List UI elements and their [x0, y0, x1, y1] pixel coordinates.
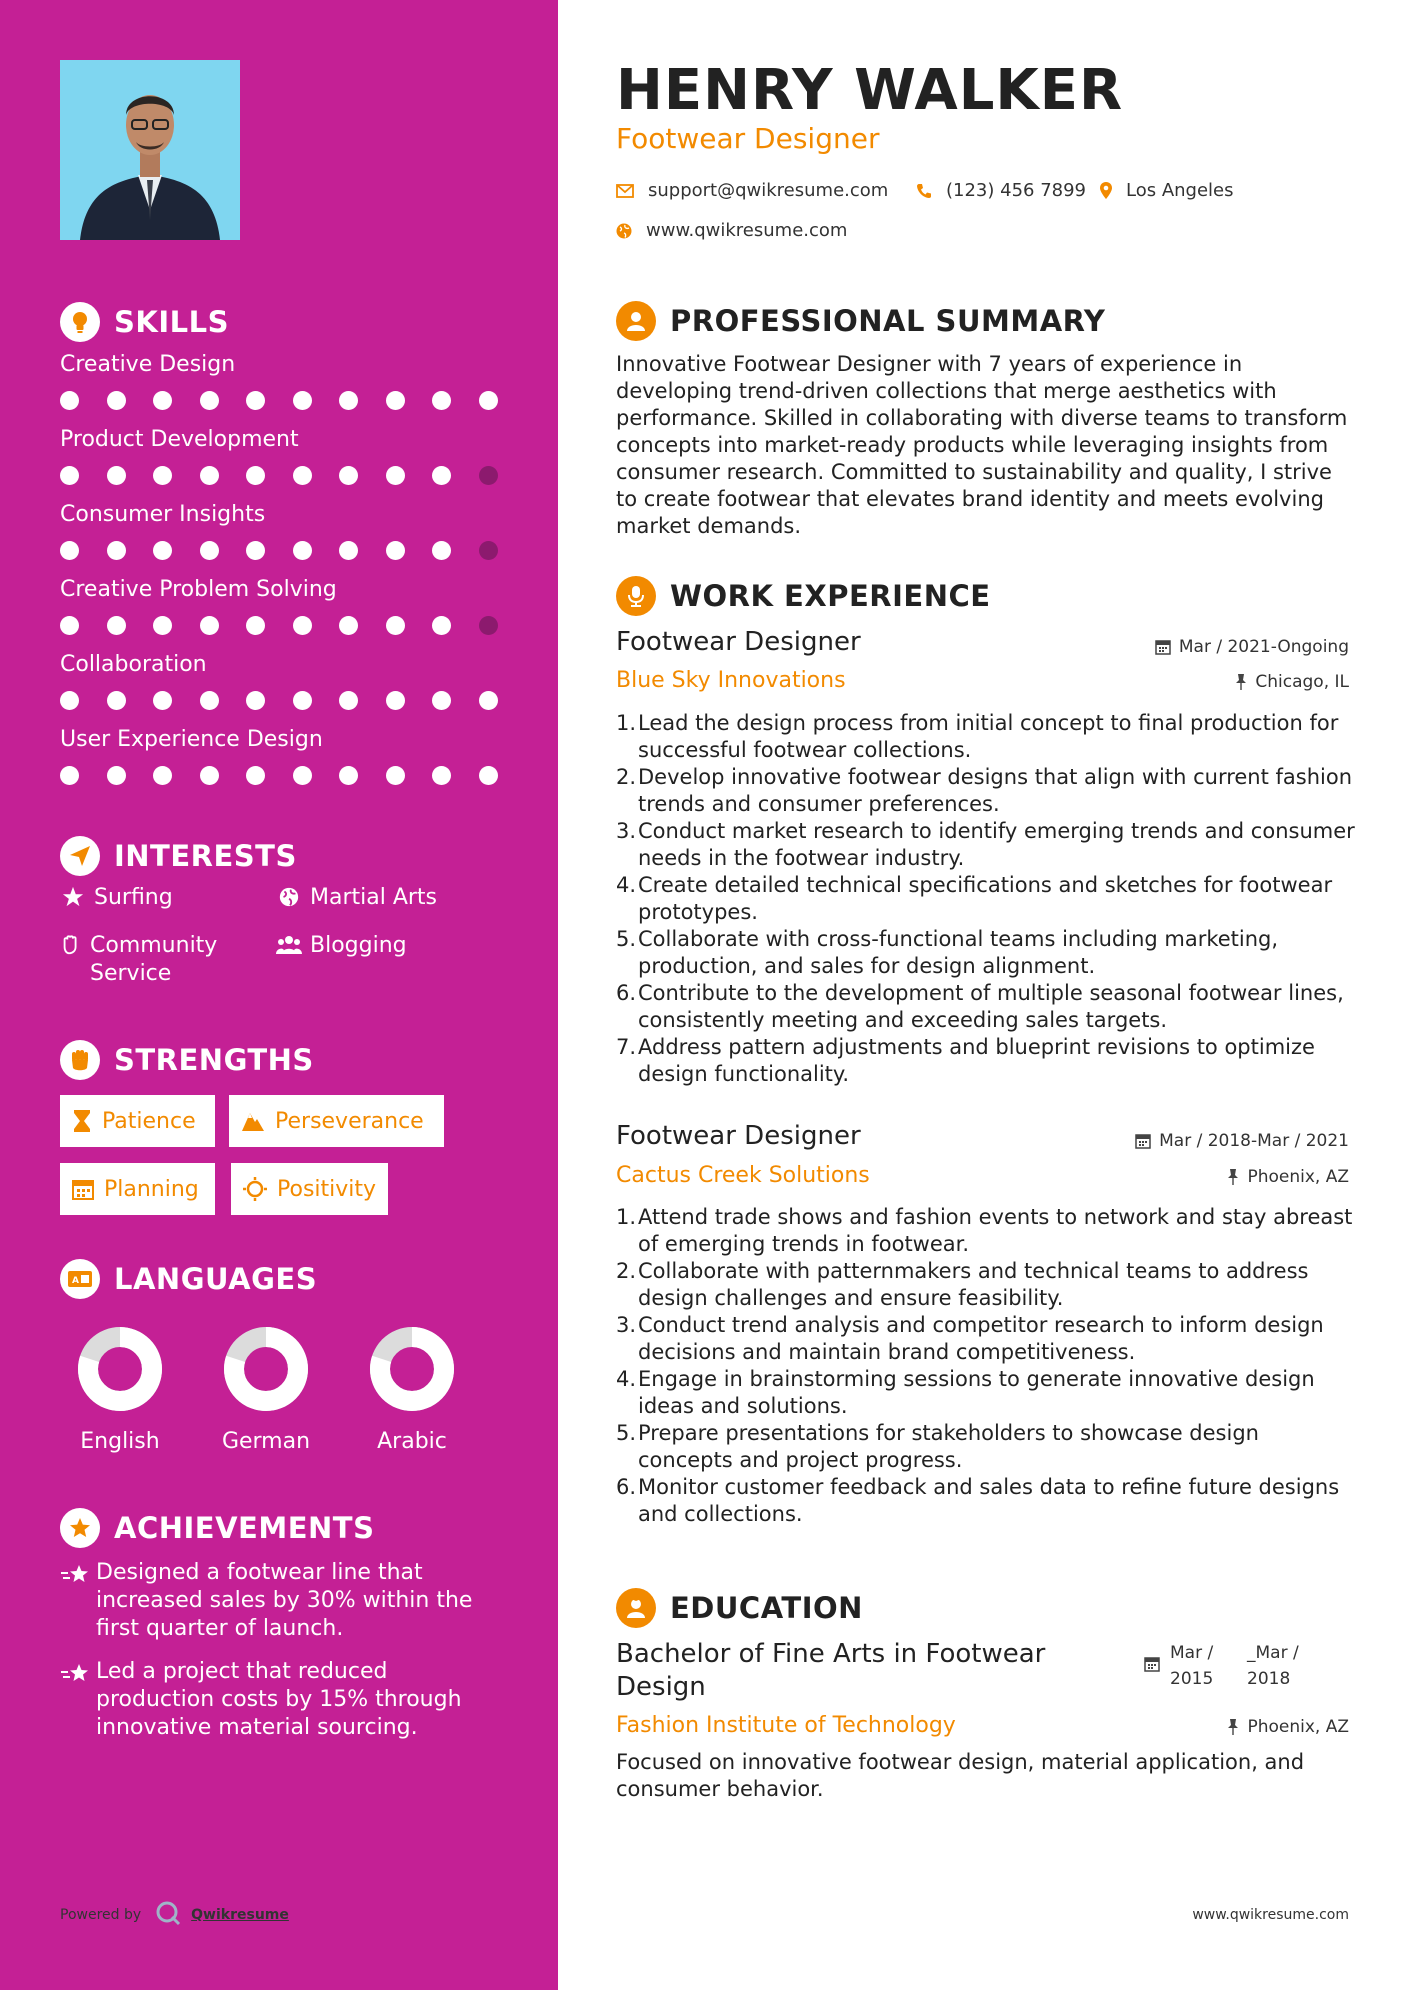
language-icon [60, 1259, 100, 1299]
rating-dot-filled [153, 466, 172, 485]
rating-dot-filled [60, 541, 79, 560]
user-icon [616, 301, 656, 341]
education-description: Focused on innovative footwear design, material application, and consumer behavior. [616, 1750, 1305, 1801]
job-location-text: Chicago, IL [1255, 672, 1349, 692]
map-pin-icon [1100, 182, 1112, 199]
strength-label: Perseverance [275, 1108, 424, 1134]
duty-number: 5. [616, 927, 637, 951]
contact-email [616, 180, 888, 201]
candidate-role: Footwear Designer [616, 122, 880, 155]
qwikresume-link[interactable]: Qwikresume [191, 1907, 289, 1923]
education-heading [616, 1587, 863, 1629]
education-end: _Mar / 2018 [1247, 1643, 1299, 1689]
job-duties [616, 710, 1356, 1088]
duty-item [616, 710, 1356, 764]
rating-dot-filled [107, 766, 126, 785]
duty-text: Conduct trend analysis and competitor research to inform design decisions and maintain brand competitiveness. [638, 1313, 1324, 1364]
pushpin-icon [1227, 1719, 1239, 1735]
duty-number: 2. [616, 1259, 637, 1283]
job-location [1227, 1167, 1349, 1187]
rating-dot-filled [339, 541, 358, 560]
contact-location [1100, 180, 1234, 201]
job-location-text: Phoenix, AZ [1247, 1167, 1349, 1187]
interest-item [60, 932, 260, 988]
languages-heading [60, 1259, 317, 1299]
duty-number: 3. [616, 1313, 637, 1337]
experience-title: WORK EXPERIENCE [670, 579, 991, 613]
rating-dot-filled [60, 691, 79, 710]
location-text: Los Angeles [1126, 180, 1234, 201]
rating-dot-filled [246, 616, 265, 635]
rating-dot-filled [432, 391, 451, 410]
duty-item [616, 1366, 1356, 1420]
language-donut [222, 1325, 310, 1413]
job-date-text: Mar / 2018-Mar / 2021 [1159, 1131, 1349, 1151]
contact-website [616, 220, 847, 241]
calendar-icon [1155, 639, 1171, 655]
candidate-name: HENRY WALKER [616, 58, 1124, 123]
interest-label: Blogging [310, 933, 407, 958]
duty-item [616, 872, 1356, 926]
duty-number: 6. [616, 1475, 637, 1499]
rating-dot-filled [153, 766, 172, 785]
rating-dot-filled [339, 766, 358, 785]
rating-dot-filled [386, 616, 405, 635]
strengths-heading [60, 1040, 314, 1080]
rating-dot-filled [432, 766, 451, 785]
rating-dot-filled [293, 766, 312, 785]
duty-text: Develop innovative footwear designs that align with current fashion trends and consumer preferences. [638, 765, 1353, 816]
rating-dot-filled [339, 391, 358, 410]
users-icon [276, 932, 302, 956]
duty-item [616, 926, 1356, 980]
achievements-title: ACHIEVEMENTS [114, 1511, 375, 1545]
shooting-star-icon [60, 1658, 96, 1742]
skill-rating [60, 466, 500, 488]
duty-item [616, 818, 1356, 872]
phone-icon [916, 183, 932, 199]
globe-icon [616, 223, 632, 239]
job-title: Footwear Designer [616, 1121, 861, 1151]
shooting-star-icon [60, 1559, 96, 1643]
skills-title: SKILLS [114, 305, 229, 339]
duty-text: Prepare presentations for stakeholders to showcase design concepts and project progress. [638, 1421, 1259, 1472]
skill-rating [60, 391, 500, 413]
duty-text: Create detailed technical specifications and sketches for footwear prototypes. [638, 873, 1333, 924]
duty-number: 4. [616, 1367, 637, 1391]
language-donut [368, 1325, 456, 1413]
job-duties [616, 1204, 1356, 1528]
language-name: English [80, 1429, 160, 1454]
job-date [1155, 637, 1349, 657]
achievements-heading [60, 1508, 374, 1548]
skill-rating [60, 766, 500, 788]
globe-icon [276, 884, 302, 908]
interest-label: Martial Arts [310, 885, 438, 910]
rating-dot-filled [432, 466, 451, 485]
graduation-icon [616, 1588, 656, 1628]
duty-item [616, 1474, 1356, 1528]
strength-label: Patience [102, 1108, 196, 1134]
rating-dot-filled [432, 691, 451, 710]
degree-title: Bachelor of Fine Arts in Footwear Design [616, 1639, 1046, 1702]
calendar-icon [1144, 1640, 1160, 1692]
duty-item [616, 1258, 1356, 1312]
lightbulb-icon [60, 302, 100, 342]
rating-dot-filled [200, 541, 219, 560]
duty-text: Engage in brainstorming sessions to generate innovative design ideas and solutions. [638, 1367, 1315, 1418]
fist-icon [60, 1040, 100, 1080]
duty-number: 6. [616, 981, 637, 1005]
rating-dot-filled [386, 391, 405, 410]
powered-by [60, 1900, 289, 1930]
duty-number: 5. [616, 1421, 637, 1445]
main-content [558, 0, 1407, 1990]
powered-by-label: Powered by [60, 1907, 142, 1923]
rating-dot-filled [339, 691, 358, 710]
languages-title: LANGUAGES [114, 1262, 318, 1296]
rating-dot-filled [479, 391, 498, 410]
duty-text: Monitor customer feedback and sales data to refine future designs and collections. [638, 1475, 1340, 1526]
skill-rating [60, 691, 500, 713]
duty-number: 7. [616, 1035, 637, 1059]
skill-name: Collaboration [60, 652, 207, 677]
rating-dot-filled [293, 691, 312, 710]
rating-dot-filled [60, 766, 79, 785]
duty-item [616, 980, 1356, 1034]
education-dates [1144, 1640, 1302, 1692]
rating-dot-filled [107, 391, 126, 410]
rating-dot-filled [293, 391, 312, 410]
rating-dot-filled [432, 616, 451, 635]
rating-dot-filled [246, 691, 265, 710]
skill-rating [60, 616, 500, 638]
email-text[interactable]: support@qwikresume.com [648, 180, 889, 201]
rating-dot-filled [293, 466, 312, 485]
rating-dot-filled [339, 466, 358, 485]
rating-dot-filled [200, 766, 219, 785]
achievement-text: Designed a footwear line that increased sales by 30% within the first quarter of launch. [96, 1560, 473, 1641]
star-icon [60, 884, 86, 908]
phone-text[interactable]: (123) 456 7899 [946, 180, 1087, 201]
pushpin-icon [1227, 1169, 1239, 1185]
mountain-icon [241, 1110, 265, 1132]
hand-icon [60, 932, 82, 956]
rating-dot-filled [432, 541, 451, 560]
hourglass-icon [72, 1109, 92, 1133]
language-name: German [221, 1429, 311, 1454]
footer-url[interactable]: www.qwikresume.com [1192, 1907, 1349, 1923]
rating-dot-filled [107, 541, 126, 560]
interest-item [276, 884, 437, 912]
rating-dot-empty [479, 466, 498, 485]
star-badge-icon [60, 1508, 100, 1548]
interest-label: Community Service [90, 933, 218, 986]
calendar-icon [72, 1178, 94, 1200]
duty-text: Lead the design process from initial concept to final production for successful footwear collections. [638, 711, 1339, 762]
rating-dot-empty [479, 616, 498, 635]
sun-icon [243, 1177, 267, 1201]
job-title: Footwear Designer [616, 627, 861, 657]
skills-heading [60, 302, 229, 342]
duty-text: Collaborate with patternmakers and technical teams to address design challenges and ensure feasibility. [638, 1259, 1309, 1310]
job-date-text: Mar / 2021-Ongoing [1178, 637, 1349, 657]
duty-text: Address pattern adjustments and blueprint revisions to optimize design functionality. [638, 1035, 1315, 1086]
calendar-icon [1135, 1133, 1151, 1149]
language-name: Arabic [377, 1429, 447, 1454]
rating-dot-filled [479, 766, 498, 785]
skill-name: Consumer Insights [60, 502, 266, 527]
sidebar [0, 0, 558, 1990]
education-title: EDUCATION [670, 1591, 863, 1625]
school-name: Fashion Institute of Technology [616, 1713, 956, 1738]
rating-dot-filled [60, 391, 79, 410]
summary-text: Innovative Footwear Designer with 7 years of experience in developing trend-driven collections that merge aesthetics with performance. Skilled in collaborating with diverse teams to transform concepts into market-ready products while leveraging insights from consumer research. Committed to sustainability and quality, I strive to create footwear that elevates brand identity and meets evolving market demands. [616, 352, 1348, 538]
duty-text: Collaborate with cross-functional teams including marketing, production, and sales for design alignment. [638, 927, 1279, 978]
duty-item [616, 764, 1356, 818]
rating-dot-filled [200, 691, 219, 710]
paper-plane-icon [60, 836, 100, 876]
skill-name: User Experience Design [60, 727, 323, 752]
interests-title: INTERESTS [114, 839, 297, 873]
strength-badge [229, 1095, 444, 1147]
envelope-icon [616, 184, 634, 198]
interest-item [276, 932, 407, 960]
interests-heading [60, 836, 297, 876]
interest-item [60, 884, 173, 912]
skill-name: Product Development [60, 427, 299, 452]
duty-item [616, 1420, 1356, 1474]
duty-text: Conduct market research to identify emerging trends and consumer needs in the footwear industry. [638, 819, 1355, 870]
rating-dot-filled [153, 616, 172, 635]
strength-badge [60, 1095, 215, 1147]
rating-dot-filled [479, 691, 498, 710]
strengths-title: STRENGTHS [114, 1043, 314, 1077]
website-text[interactable]: www.qwikresume.com [646, 220, 848, 241]
strength-badge [231, 1163, 388, 1215]
pushpin-icon [1235, 674, 1247, 690]
qwikresume-logo-icon [155, 1900, 181, 1930]
skill-rating [60, 541, 500, 563]
duty-number: 4. [616, 873, 637, 897]
rating-dot-filled [293, 541, 312, 560]
skill-name: Creative Problem Solving [60, 577, 337, 602]
rating-dot-filled [339, 616, 358, 635]
rating-dot-filled [200, 466, 219, 485]
briefcase-icon [616, 576, 656, 616]
rating-dot-filled [246, 766, 265, 785]
rating-dot-filled [153, 691, 172, 710]
summary-title: PROFESSIONAL SUMMARY [670, 304, 1106, 338]
rating-dot-filled [107, 616, 126, 635]
duty-number: 3. [616, 819, 637, 843]
job-location [1235, 672, 1349, 692]
experience-heading [616, 575, 991, 617]
rating-dot-filled [153, 541, 172, 560]
rating-dot-filled [246, 541, 265, 560]
rating-dot-empty [479, 541, 498, 560]
strength-label: Planning [104, 1176, 199, 1202]
duty-text: Contribute to the development of multiple seasonal footwear lines, consistently meeting and exceeding sales targets. [638, 981, 1344, 1032]
rating-dot-filled [60, 466, 79, 485]
duty-number: 1. [616, 1205, 637, 1229]
rating-dot-filled [200, 616, 219, 635]
rating-dot-filled [107, 466, 126, 485]
achievement-item [60, 1658, 500, 1742]
svg-text:A: A [72, 1276, 79, 1286]
rating-dot-filled [153, 391, 172, 410]
contact-phone [916, 180, 1086, 201]
duty-item [616, 1034, 1356, 1088]
rating-dot-filled [386, 541, 405, 560]
rating-dot-filled [246, 391, 265, 410]
rating-dot-filled [386, 766, 405, 785]
duty-item [616, 1204, 1356, 1258]
strength-badge [60, 1163, 215, 1215]
rating-dot-filled [386, 466, 405, 485]
duty-item [616, 1312, 1356, 1366]
achievement-text: Led a project that reduced production costs by 15% through innovative material sourcing. [96, 1659, 462, 1740]
rating-dot-filled [200, 391, 219, 410]
interest-label: Surfing [94, 885, 173, 910]
job-company: Cactus Creek Solutions [616, 1163, 870, 1188]
education-location [1227, 1717, 1349, 1737]
duty-text: Attend trade shows and fashion events to network and stay abreast of emerging trends in footwear. [638, 1205, 1353, 1256]
achievement-item [60, 1559, 500, 1643]
rating-dot-filled [293, 616, 312, 635]
rating-dot-filled [107, 691, 126, 710]
rating-dot-filled [246, 466, 265, 485]
rating-dot-filled [386, 691, 405, 710]
summary-heading [616, 300, 1105, 342]
job-date [1135, 1131, 1349, 1151]
language-donut [76, 1325, 164, 1413]
skill-name: Creative Design [60, 352, 236, 377]
education-location-text: Phoenix, AZ [1247, 1717, 1349, 1737]
education-start: Mar / 2015 [1170, 1643, 1214, 1689]
duty-number: 1. [616, 711, 637, 735]
profile-photo [60, 60, 240, 240]
strength-label: Positivity [277, 1176, 377, 1202]
duty-number: 2. [616, 765, 637, 789]
job-company: Blue Sky Innovations [616, 668, 846, 693]
rating-dot-filled [60, 616, 79, 635]
